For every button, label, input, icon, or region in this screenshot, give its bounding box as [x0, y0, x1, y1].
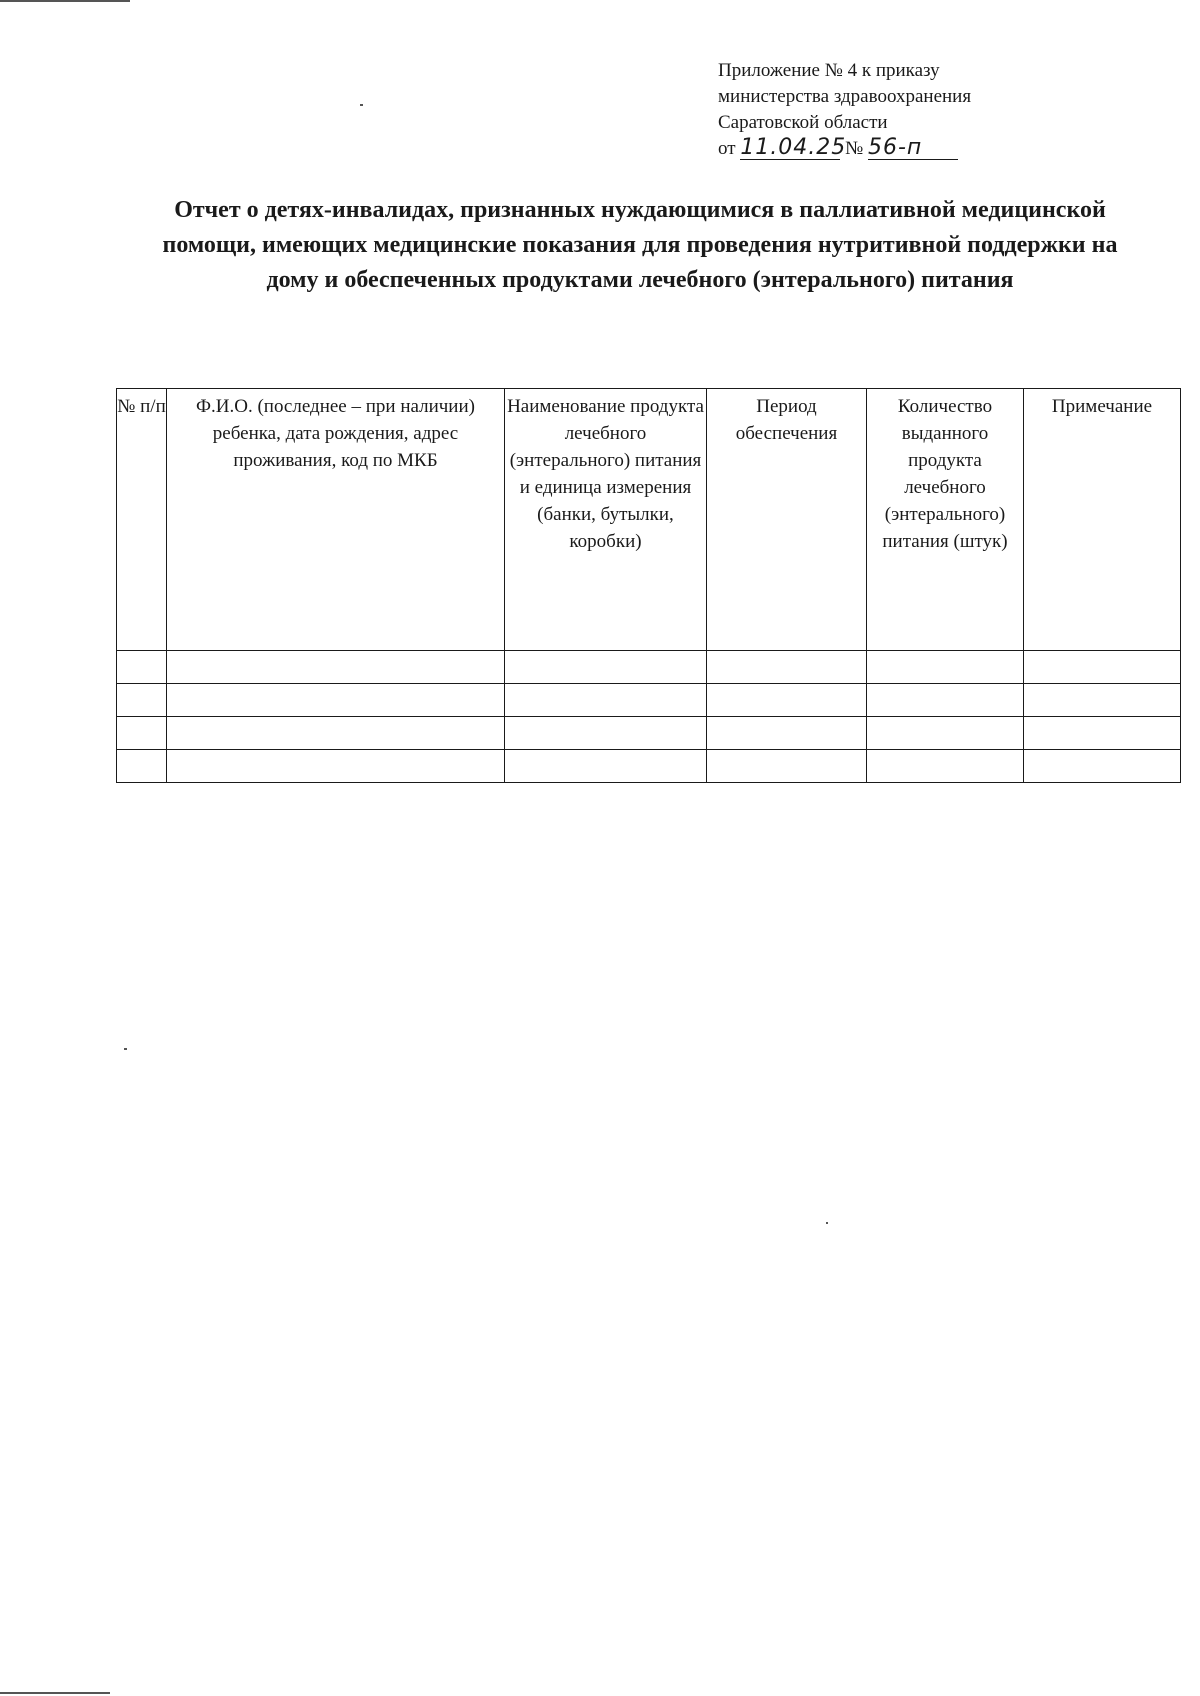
scan-mark [124, 1048, 127, 1050]
table-row [117, 684, 1181, 717]
table-cell [707, 717, 867, 750]
table-cell [117, 651, 167, 684]
scan-mark [360, 104, 363, 106]
appendix-date-line [718, 136, 1078, 162]
scan-mark [0, 1692, 110, 1694]
table-cell [867, 717, 1024, 750]
scan-mark [826, 1222, 828, 1224]
table-cell [1024, 651, 1181, 684]
table-cell [1024, 717, 1181, 750]
table-cell [505, 750, 707, 783]
table-cell [167, 651, 505, 684]
table-row [117, 717, 1181, 750]
col-header-number: № п/п [117, 389, 167, 651]
table-body [117, 651, 1181, 783]
appendix-line-2: министерства здравоохранения [718, 86, 972, 107]
scan-mark [0, 0, 130, 2]
table-cell [167, 750, 505, 783]
table-cell [1024, 684, 1181, 717]
col-header-quantity: Количество выданного продукта лечебного (энтерального) питания (штук) [867, 389, 1024, 651]
table-cell [167, 684, 505, 717]
table-cell [1024, 750, 1181, 783]
table-cell [505, 651, 707, 684]
table-cell [117, 684, 167, 717]
table-cell [867, 684, 1024, 717]
table-cell [707, 651, 867, 684]
table-cell [505, 717, 707, 750]
table-cell [707, 750, 867, 783]
appendix-block [718, 58, 1078, 162]
table-cell [117, 717, 167, 750]
table-cell [707, 684, 867, 717]
order-number: 56-п [868, 137, 958, 160]
report-table [116, 388, 1181, 783]
appendix-line-1: Приложение № 4 к приказу [718, 60, 940, 81]
col-header-child-info: Ф.И.О. (последнее – при наличии) ребенка, дата рождения, адрес проживания, код по МКБ [167, 389, 505, 651]
table-cell [505, 684, 707, 717]
appendix-line-3: Саратовской области [718, 112, 888, 133]
col-header-product-name: Наименование продукта лечебного (энтерального) питания и единица измерения (банки, бутылки, коробки) [505, 389, 707, 651]
table-header-row [117, 389, 1181, 651]
table-cell [167, 717, 505, 750]
col-header-supply-period: Период обеспечения [707, 389, 867, 651]
order-date: 11.04.25 [740, 135, 847, 160]
table-row [117, 651, 1181, 684]
table-row [117, 750, 1181, 783]
date-prefix: от [718, 138, 736, 159]
table-cell [867, 750, 1024, 783]
col-header-note: Примечание [1024, 389, 1181, 651]
table-cell [117, 750, 167, 783]
document-title: Отчет о детях-инвалидах, признанных нуждающимися в паллиативной медицинской помощи, имеющих медицинские показания для проведения нутритивной поддержки на дому и обеспеченных продуктами лечебного (энтерального) питания [162, 197, 1118, 293]
number-sign: № [845, 138, 864, 159]
table-cell [867, 651, 1024, 684]
